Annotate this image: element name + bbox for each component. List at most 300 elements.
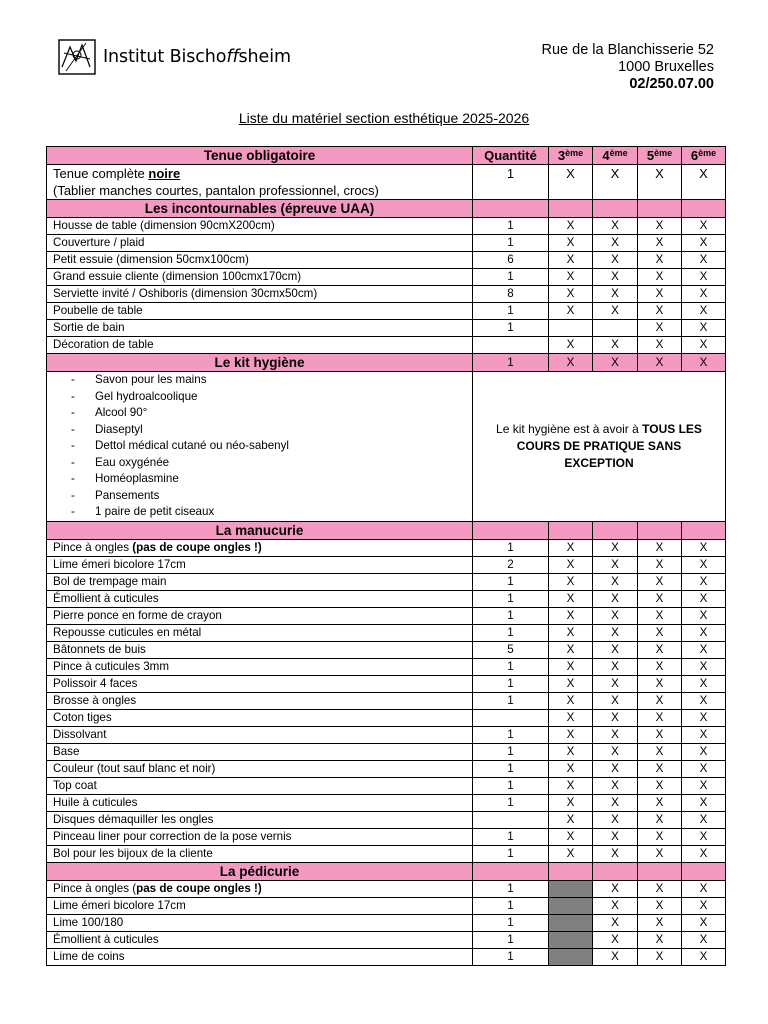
hygiene-kit-item <box>47 504 472 521</box>
year-3-mark: X <box>549 624 593 641</box>
table-row <box>47 914 726 931</box>
year-5-mark: X <box>638 811 682 828</box>
list-dash: - <box>71 455 75 469</box>
year-6-mark: X <box>682 845 726 862</box>
item-name: Lime 100/180 <box>47 914 473 931</box>
empty-cell <box>549 862 593 880</box>
list-dash: - <box>71 505 75 518</box>
year-3-mark: X <box>549 641 593 658</box>
year-4-mark: X <box>593 658 638 675</box>
item-qty: 1 <box>473 897 549 914</box>
table-row <box>47 794 726 811</box>
list-dash: - <box>71 422 75 436</box>
year-6-mark: X <box>682 760 726 777</box>
year-4-mark <box>593 320 638 337</box>
year-3-mark: X <box>549 675 593 692</box>
year-5-mark: X <box>638 743 682 760</box>
item-qty: 8 <box>473 286 549 303</box>
item-name: Base <box>47 743 473 760</box>
hygiene-kit-item-label: 1 paire de petit ciseaux <box>95 505 215 518</box>
table-row <box>47 286 726 303</box>
section-title: Le kit hygiène <box>47 354 473 372</box>
table-row <box>47 675 726 692</box>
year-4-mark: X <box>593 880 638 897</box>
table-row <box>47 320 726 337</box>
year-3-mark: X <box>549 777 593 794</box>
year-3-mark: X <box>549 709 593 726</box>
year-3-mark: X <box>549 539 593 556</box>
tenue-description: Tenue complète noire (Tablier manches courtes, pantalon professionnel, crocs) <box>47 165 473 200</box>
hygiene-kit-item-label: Alcool 90° <box>95 406 148 419</box>
year-4-mark: X <box>593 286 638 303</box>
year-3-mark: X <box>549 337 593 354</box>
year-4-mark: X <box>593 709 638 726</box>
tenue-year-5: X <box>638 165 682 200</box>
year-6-mark: X <box>682 252 726 269</box>
year-6-mark: X <box>682 218 726 235</box>
table-row <box>47 269 726 286</box>
list-dash: - <box>71 389 75 403</box>
year-4-mark: X <box>593 269 638 286</box>
item-qty: 1 <box>473 914 549 931</box>
year-3-mark: X <box>549 269 593 286</box>
table-row <box>47 556 726 573</box>
year-5-mark: X <box>638 269 682 286</box>
item-qty: 1 <box>473 777 549 794</box>
item-name: Dissolvant <box>47 726 473 743</box>
year-6-mark: X <box>682 828 726 845</box>
empty-cell <box>473 862 549 880</box>
item-name: Lime de coins <box>47 948 473 965</box>
item-name: Huile à cuticules <box>47 794 473 811</box>
year-6-mark: X <box>682 573 726 590</box>
section-title: La pédicurie <box>47 862 473 880</box>
empty-cell <box>549 200 593 218</box>
year-5-mark: X <box>638 948 682 965</box>
year-3-mark: X <box>549 235 593 252</box>
year-3-mark: X <box>549 845 593 862</box>
year-6-mark: X <box>682 709 726 726</box>
year-4-mark: X <box>593 811 638 828</box>
year-3-disabled-cell <box>549 897 593 914</box>
year-6-mark: X <box>682 794 726 811</box>
table-row <box>47 303 726 320</box>
year-4-mark: X <box>593 914 638 931</box>
item-name: Décoration de table <box>47 337 473 354</box>
tenue-year-6: X <box>682 165 726 200</box>
item-qty: 1 <box>473 931 549 948</box>
item-name: Petit essuie (dimension 50cmx100cm) <box>47 252 473 269</box>
year-6-mark: X <box>682 692 726 709</box>
year-3-mark <box>549 320 593 337</box>
year-5-mark: X <box>638 880 682 897</box>
year-4-mark: X <box>593 692 638 709</box>
hygiene-year-3: X <box>549 354 593 372</box>
empty-cell <box>593 200 638 218</box>
year-3-disabled-cell <box>549 914 593 931</box>
year-4-mark: X <box>593 607 638 624</box>
empty-cell <box>638 521 682 539</box>
year-3-mark: X <box>549 743 593 760</box>
year-4-mark: X <box>593 726 638 743</box>
item-qty <box>473 811 549 828</box>
column-header-year-5: 5ème <box>638 147 682 165</box>
year-6-mark: X <box>682 675 726 692</box>
column-header-quantity: Quantité <box>473 147 549 165</box>
institute-logo <box>56 37 306 77</box>
year-3-disabled-cell <box>549 931 593 948</box>
year-5-mark: X <box>638 658 682 675</box>
year-6-mark: X <box>682 590 726 607</box>
year-4-mark: X <box>593 590 638 607</box>
item-name: Serviette invité / Oshiboris (dimension 30cmx50cm) <box>47 286 473 303</box>
hygiene-kit-item <box>47 422 472 439</box>
item-qty: 1 <box>473 880 549 897</box>
year-6-mark: X <box>682 914 726 931</box>
year-6-mark: X <box>682 235 726 252</box>
table-row <box>47 811 726 828</box>
hygiene-year-6: X <box>682 354 726 372</box>
tenue-row <box>47 165 726 200</box>
item-qty: 1 <box>473 235 549 252</box>
year-5-mark: X <box>638 303 682 320</box>
year-4-mark: X <box>593 845 638 862</box>
year-5-mark: X <box>638 692 682 709</box>
year-6-mark: X <box>682 811 726 828</box>
empty-cell <box>549 521 593 539</box>
table-row <box>47 337 726 354</box>
hygiene-year-5: X <box>638 354 682 372</box>
item-qty: 1 <box>473 539 549 556</box>
hygiene-kit-list-cell <box>47 372 473 522</box>
year-4-mark: X <box>593 235 638 252</box>
hygiene-kit-item-label: Dettol médical cutané ou néo-sabenyl <box>95 439 289 452</box>
year-5-mark: X <box>638 320 682 337</box>
table-row <box>47 743 726 760</box>
year-4-mark: X <box>593 794 638 811</box>
year-3-disabled-cell <box>549 948 593 965</box>
list-dash: - <box>71 439 75 452</box>
table-row <box>47 931 726 948</box>
materials-table <box>46 146 726 966</box>
year-6-mark: X <box>682 931 726 948</box>
year-5-mark: X <box>638 624 682 641</box>
item-qty: 5 <box>473 641 549 658</box>
hygiene-kit-item-label: Savon pour les mains <box>95 373 207 386</box>
year-3-mark: X <box>549 726 593 743</box>
column-header-item: Tenue obligatoire <box>47 147 473 165</box>
empty-cell <box>682 862 726 880</box>
section-header-hygiene <box>47 354 726 372</box>
item-qty: 6 <box>473 252 549 269</box>
item-name: Pince à ongles (pas de coupe ongles !) <box>47 880 473 897</box>
item-name: Polissoir 4 faces <box>47 675 473 692</box>
year-6-mark: X <box>682 539 726 556</box>
logo-emblem-icon <box>56 37 98 77</box>
year-5-mark: X <box>638 931 682 948</box>
year-4-mark: X <box>593 897 638 914</box>
table-row <box>47 539 726 556</box>
year-4-mark: X <box>593 337 638 354</box>
empty-cell <box>473 200 549 218</box>
hygiene-kit-item-label: Diaseptyl <box>95 422 143 436</box>
column-header-year-3: 3ème <box>549 147 593 165</box>
year-6-mark: X <box>682 303 726 320</box>
year-4-mark: X <box>593 539 638 556</box>
item-name: Pierre ponce en forme de crayon <box>47 607 473 624</box>
year-4-mark: X <box>593 303 638 320</box>
year-5-mark: X <box>638 218 682 235</box>
year-3-mark: X <box>549 794 593 811</box>
hygiene-kit-item-label: Homéoplasmine <box>95 472 179 485</box>
table-row <box>47 607 726 624</box>
item-qty <box>473 337 549 354</box>
section-header-pedicurie <box>47 862 726 880</box>
year-4-mark: X <box>593 828 638 845</box>
year-3-mark: X <box>549 303 593 320</box>
year-5-mark: X <box>638 760 682 777</box>
item-name: Sortie de bain <box>47 320 473 337</box>
item-name: Poubelle de table <box>47 303 473 320</box>
address-city: 1000 Bruxelles <box>618 59 714 75</box>
hygiene-kit-item-label: Pansements <box>95 488 160 502</box>
year-3-mark: X <box>549 607 593 624</box>
section-title: Les incontournables (épreuve UAA) <box>47 200 473 218</box>
hygiene-qty: 1 <box>473 354 549 372</box>
hygiene-kit-item <box>47 471 472 488</box>
table-row <box>47 235 726 252</box>
year-3-mark: X <box>549 573 593 590</box>
table-row <box>47 777 726 794</box>
document-title: Liste du matériel section esthétique 2025-2026 <box>238 110 530 126</box>
address-block <box>542 42 715 93</box>
item-qty: 1 <box>473 320 549 337</box>
year-3-mark: X <box>549 218 593 235</box>
year-5-mark: X <box>638 709 682 726</box>
item-qty: 1 <box>473 303 549 320</box>
item-qty: 1 <box>473 675 549 692</box>
item-name: Pince à ongles (pas de coupe ongles !) <box>47 539 473 556</box>
year-4-mark: X <box>593 931 638 948</box>
item-name: Bol pour les bijoux de la cliente <box>47 845 473 862</box>
year-4-mark: X <box>593 218 638 235</box>
column-header-year-4: 4ème <box>593 147 638 165</box>
logo-text: Institut Bischoffsheim <box>103 47 291 67</box>
year-5-mark: X <box>638 573 682 590</box>
item-qty: 1 <box>473 269 549 286</box>
item-qty <box>473 709 549 726</box>
tenue-year-3: X <box>549 165 593 200</box>
year-3-mark: X <box>549 811 593 828</box>
year-5-mark: X <box>638 914 682 931</box>
item-name: Bâtonnets de buis <box>47 641 473 658</box>
item-qty: 1 <box>473 218 549 235</box>
item-name: Émollient à cuticules <box>47 931 473 948</box>
year-4-mark: X <box>593 252 638 269</box>
item-name: Couleur (tout sauf blanc et noir) <box>47 760 473 777</box>
item-name: Émollient à cuticules <box>47 590 473 607</box>
item-name: Lime émeri bicolore 17cm <box>47 556 473 573</box>
year-3-mark: X <box>549 590 593 607</box>
year-5-mark: X <box>638 337 682 354</box>
item-name: Grand essuie cliente (dimension 100cmx170cm) <box>47 269 473 286</box>
empty-cell <box>682 200 726 218</box>
table-row <box>47 726 726 743</box>
year-5-mark: X <box>638 607 682 624</box>
item-qty: 1 <box>473 573 549 590</box>
item-qty: 1 <box>473 624 549 641</box>
item-qty: 1 <box>473 590 549 607</box>
table-row <box>47 760 726 777</box>
table-row <box>47 845 726 862</box>
year-3-mark: X <box>549 692 593 709</box>
hygiene-kit-item <box>47 438 472 455</box>
year-5-mark: X <box>638 641 682 658</box>
year-5-mark: X <box>638 897 682 914</box>
list-dash: - <box>71 373 75 386</box>
item-qty: 1 <box>473 692 549 709</box>
section-title: La manucurie <box>47 521 473 539</box>
phone-number: 02/250.07.00 <box>629 76 714 92</box>
year-6-mark: X <box>682 777 726 794</box>
item-name: Couverture / plaid <box>47 235 473 252</box>
hygiene-kit-item <box>47 405 472 422</box>
year-4-mark: X <box>593 641 638 658</box>
section-header-incontournables <box>47 200 726 218</box>
year-3-mark: X <box>549 760 593 777</box>
item-qty: 2 <box>473 556 549 573</box>
tenue-qty: 1 <box>473 165 549 200</box>
year-5-mark: X <box>638 675 682 692</box>
year-5-mark: X <box>638 828 682 845</box>
table-row <box>47 948 726 965</box>
empty-cell <box>682 521 726 539</box>
hygiene-kit-item <box>47 455 472 472</box>
hygiene-kit-list <box>47 372 472 521</box>
year-4-mark: X <box>593 675 638 692</box>
year-5-mark: X <box>638 726 682 743</box>
table-row <box>47 828 726 845</box>
year-5-mark: X <box>638 777 682 794</box>
year-3-mark: X <box>549 556 593 573</box>
hygiene-kit-item-label: Eau oxygénée <box>95 455 170 469</box>
empty-cell <box>593 862 638 880</box>
year-6-mark: X <box>682 320 726 337</box>
year-4-mark: X <box>593 948 638 965</box>
year-6-mark: X <box>682 556 726 573</box>
year-3-mark: X <box>549 658 593 675</box>
item-name: Brosse à ongles <box>47 692 473 709</box>
year-5-mark: X <box>638 235 682 252</box>
tenue-year-4: X <box>593 165 638 200</box>
item-qty: 1 <box>473 845 549 862</box>
item-qty: 1 <box>473 726 549 743</box>
year-4-mark: X <box>593 556 638 573</box>
table-header-row <box>47 147 726 165</box>
item-qty: 1 <box>473 948 549 965</box>
year-6-mark: X <box>682 948 726 965</box>
year-4-mark: X <box>593 624 638 641</box>
item-qty: 1 <box>473 794 549 811</box>
hygiene-kit-item <box>47 372 472 389</box>
year-6-mark: X <box>682 897 726 914</box>
year-6-mark: X <box>682 658 726 675</box>
column-header-year-6: 6ème <box>682 147 726 165</box>
hygiene-year-4: X <box>593 354 638 372</box>
year-6-mark: X <box>682 624 726 641</box>
table-row <box>47 252 726 269</box>
table-row <box>47 590 726 607</box>
item-qty: 1 <box>473 828 549 845</box>
year-6-mark: X <box>682 286 726 303</box>
item-name: Pinceau liner pour correction de la pose vernis <box>47 828 473 845</box>
year-6-mark: X <box>682 880 726 897</box>
item-name: Top coat <box>47 777 473 794</box>
year-5-mark: X <box>638 794 682 811</box>
item-name: Pince à cuticules 3mm <box>47 658 473 675</box>
empty-cell <box>593 521 638 539</box>
year-6-mark: X <box>682 743 726 760</box>
year-4-mark: X <box>593 743 638 760</box>
item-qty: 1 <box>473 607 549 624</box>
year-4-mark: X <box>593 777 638 794</box>
table-row <box>47 573 726 590</box>
table-row <box>47 624 726 641</box>
table-row <box>47 709 726 726</box>
year-4-mark: X <box>593 760 638 777</box>
year-6-mark: X <box>682 726 726 743</box>
empty-cell <box>473 521 549 539</box>
hygiene-kit-row <box>47 372 726 522</box>
year-3-mark: X <box>549 828 593 845</box>
empty-cell <box>638 862 682 880</box>
list-dash: - <box>71 472 75 485</box>
list-dash: - <box>71 488 75 502</box>
hygiene-kit-item <box>47 488 472 505</box>
list-dash: - <box>71 406 75 419</box>
hygiene-kit-note: Le kit hygiène est à avoir à TOUS LES COURS DE PRATIQUE SANS EXCEPTION <box>473 372 726 522</box>
item-name: Bol de trempage main <box>47 573 473 590</box>
address-street: Rue de la Blanchisserie 52 <box>541 42 714 58</box>
hygiene-kit-item <box>47 389 472 406</box>
year-3-mark: X <box>549 252 593 269</box>
item-name: Housse de table (dimension 90cmX200cm) <box>47 218 473 235</box>
item-name: Coton tiges <box>47 709 473 726</box>
table-row <box>47 641 726 658</box>
year-6-mark: X <box>682 269 726 286</box>
item-qty: 1 <box>473 743 549 760</box>
item-qty: 1 <box>473 658 549 675</box>
item-name: Repousse cuticules en métal <box>47 624 473 641</box>
year-6-mark: X <box>682 641 726 658</box>
year-5-mark: X <box>638 539 682 556</box>
table-row <box>47 897 726 914</box>
item-qty: 1 <box>473 760 549 777</box>
year-3-disabled-cell <box>549 880 593 897</box>
hygiene-kit-item-label: Gel hydroalcoolique <box>95 389 198 403</box>
table-row <box>47 218 726 235</box>
year-5-mark: X <box>638 590 682 607</box>
year-5-mark: X <box>638 845 682 862</box>
empty-cell <box>638 200 682 218</box>
year-5-mark: X <box>638 556 682 573</box>
year-5-mark: X <box>638 286 682 303</box>
item-name: Lime émeri bicolore 17cm <box>47 897 473 914</box>
year-6-mark: X <box>682 337 726 354</box>
item-name: Disques démaquiller les ongles <box>47 811 473 828</box>
year-4-mark: X <box>593 573 638 590</box>
table-row <box>47 658 726 675</box>
